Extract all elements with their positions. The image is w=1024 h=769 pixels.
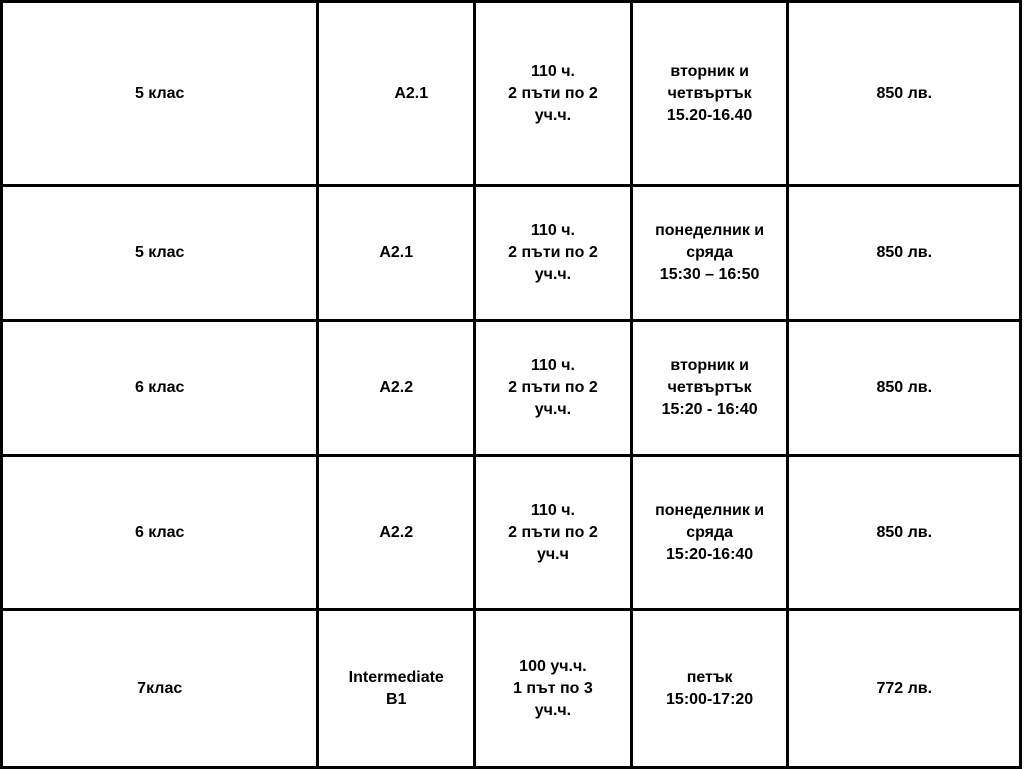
table-row	[2, 456, 1021, 610]
hours-line: 2 пъти по 2	[508, 379, 598, 396]
hours-line: уч.ч.	[534, 701, 572, 719]
hours-cell	[475, 2, 632, 186]
level-line: Intermediate	[348, 668, 444, 686]
schedule-line: сряда	[686, 244, 734, 261]
price-cell	[788, 321, 1021, 456]
level-cell	[318, 610, 475, 768]
hours-cell	[475, 610, 632, 768]
hours-line: 2 пъти по 2	[508, 523, 598, 541]
schedule-line: понеделник и	[655, 222, 765, 239]
grade-cell	[2, 186, 318, 321]
grade-text: 7клас	[137, 679, 183, 697]
price-text: 850 лв.	[876, 244, 933, 261]
level-cell	[318, 456, 475, 610]
hours-line: 1 път по 3	[513, 679, 593, 697]
price-text: 850 лв.	[876, 379, 933, 396]
schedule-cell	[631, 2, 788, 186]
table-row	[2, 321, 1021, 456]
grade-cell	[2, 456, 318, 610]
schedule-cell	[631, 456, 788, 610]
price-cell	[788, 2, 1021, 186]
grade-text: 5 клас	[134, 244, 185, 261]
hours-line: 2 пъти по 2	[508, 84, 598, 102]
hours-line: уч.ч.	[534, 266, 572, 283]
hours-line: 100 уч.ч.	[519, 657, 587, 675]
schedule-line: 15:20-16:40	[666, 545, 754, 563]
level-line: B1	[386, 690, 407, 708]
hours-line: уч.ч.	[534, 106, 572, 124]
hours-cell	[475, 456, 632, 610]
schedule-line: вторник и	[670, 62, 749, 80]
schedule-cell	[631, 610, 788, 768]
price-cell	[788, 186, 1021, 321]
hours-line: 2 пъти по 2	[508, 244, 598, 261]
hours-cell	[475, 321, 632, 456]
hours-line: 110 ч.	[530, 222, 575, 239]
level-cell	[318, 2, 475, 186]
grade-cell	[2, 610, 318, 768]
price-text: 850 лв.	[876, 523, 933, 541]
hours-line: 110 ч.	[530, 62, 575, 80]
table-row	[2, 186, 1021, 321]
schedule-line: 15:20 - 16:40	[661, 401, 758, 418]
schedule-line: 15:00-17:20	[666, 690, 754, 708]
hours-line: уч.ч.	[534, 401, 572, 418]
hours-line: уч.ч	[536, 545, 569, 563]
schedule-line: сряда	[686, 523, 734, 541]
level-cell	[318, 186, 475, 321]
level-text: A2.1	[394, 84, 429, 102]
table-row	[2, 2, 1021, 186]
price-text: 850 лв.	[876, 84, 933, 102]
schedule-line: 15:30 – 16:50	[659, 266, 760, 283]
level-cell	[318, 321, 475, 456]
schedule-line: понеделник и	[655, 501, 765, 519]
schedule-cell	[631, 186, 788, 321]
schedule-line: четвъртък	[667, 84, 752, 102]
schedule-cell	[631, 321, 788, 456]
grade-text: 5 клас	[134, 84, 185, 102]
schedule-line: 15.20-16.40	[666, 106, 753, 124]
grade-cell	[2, 2, 318, 186]
hours-line: 110 ч.	[530, 357, 575, 374]
schedule-line: четвъртък	[667, 379, 752, 396]
price-cell	[788, 610, 1021, 768]
level-text: A2.2	[379, 523, 414, 541]
hours-cell	[475, 186, 632, 321]
schedule-line: вторник и	[670, 357, 749, 374]
price-cell	[788, 456, 1021, 610]
price-text: 772 лв.	[876, 679, 933, 697]
table-row	[2, 610, 1021, 768]
grade-cell	[2, 321, 318, 456]
grade-text: 6 клас	[134, 523, 185, 541]
hours-line: 110 ч.	[530, 501, 575, 519]
grade-text: 6 клас	[134, 379, 185, 396]
level-text: A2.1	[379, 244, 414, 261]
schedule-line: петък	[686, 668, 733, 686]
level-text: A2.2	[379, 379, 414, 396]
